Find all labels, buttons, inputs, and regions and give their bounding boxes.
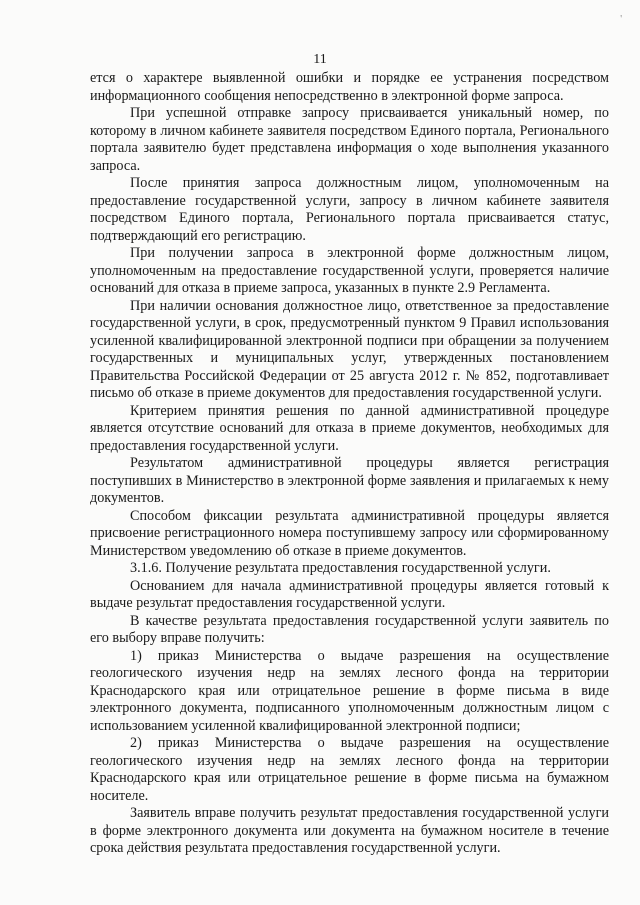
section-heading: 3.1.6. Получение результата предоставления государственной услуги. — [130, 560, 551, 576]
page-number: 11 — [313, 52, 327, 67]
paragraph: Основанием для начала административной процедуры является готовый к выдаче результат предоставления государственной услуги. — [90, 577, 609, 611]
paragraph: При получении запроса в электронной форме должностным лицом, уполномоченным на предоставление государственной услуги, проверяется наличие оснований для отказа в приеме запроса, указанных в пункте 2.9 Регламента. — [90, 245, 609, 296]
paragraph: ется о характере выявленной ошибки и порядке ее устранения посредством информационного сообщения непосредственно в электронной форме запроса. — [90, 70, 609, 104]
paragraph: При наличии основания должностное лицо, ответственное за предоставление государственной услуги, в срок, предусмотренный пунктом 9 Правил использования усиленной квалифицированной электронной подписи при обращении за получением государственных и муниципальных услуг, утвержденных постановлением Правительства Российской Федерации от 25 августа 2012 г. № 852, подготавливает письмо об отказе в приеме документов для предоставления государственной услуги. — [90, 297, 609, 401]
paragraph: После принятия запроса должностным лицом, уполномоченным на предоставление государственной услуги, запросу в личном кабинете заявителя посредством Единого портала, Регионального портала присваивается статус, подтверждающий его регистрацию. — [90, 175, 609, 244]
corner-mark: ' — [620, 14, 622, 25]
list-item: 1) приказ Министерства о выдаче разрешения на осуществление геологического изучения недр на землях лесного фонда на территории Краснодарского края или отрицательное решение в форме письма в виде электронного документа, подписанного уполномоченным должностным лицом с использованием усиленной квалифицированной электронной подписи; — [90, 647, 609, 734]
paragraph: Способом фиксации результата административной процедуры является присвоение регистрационного номера поступившему запросу или сформированному Министерством уведомлению об отказе в приеме документов. — [90, 507, 609, 559]
list-item: 2) приказ Министерства о выдаче разрешения на осуществление геологического изучения недр на землях лесного фонда на территории Краснодарского края или отрицательное решение в форме письма на бумажном носителе. — [90, 735, 609, 804]
paragraph: В качестве результата предоставления государственной услуги заявитель по его выбору вправе получить: — [90, 612, 609, 646]
paragraph: Критерием принятия решения по данной административной процедуре является отсутствие оснований для отказа в приеме документов, необходимых для предоставления государственной услуги. — [90, 402, 609, 454]
paragraph: Результатом административной процедуры является регистрация поступивших в Министерство в электронной форме заявления и прилагаемых к нему документов. — [90, 455, 609, 506]
paragraph: При успешной отправке запросу присваивается уникальный номер, по которому в личном кабинете заявителя посредством Единого портала, Регионального портала заявителю будет представлена информация о ходе выполнения указанного запроса. — [90, 105, 609, 174]
paragraph: Заявитель вправе получить результат предоставления государственной услуги в форме электронного документа или документа на бумажном носителе в течение срока действия результата предоставления государственной услуги. — [90, 805, 609, 856]
document-body — [90, 70, 609, 858]
